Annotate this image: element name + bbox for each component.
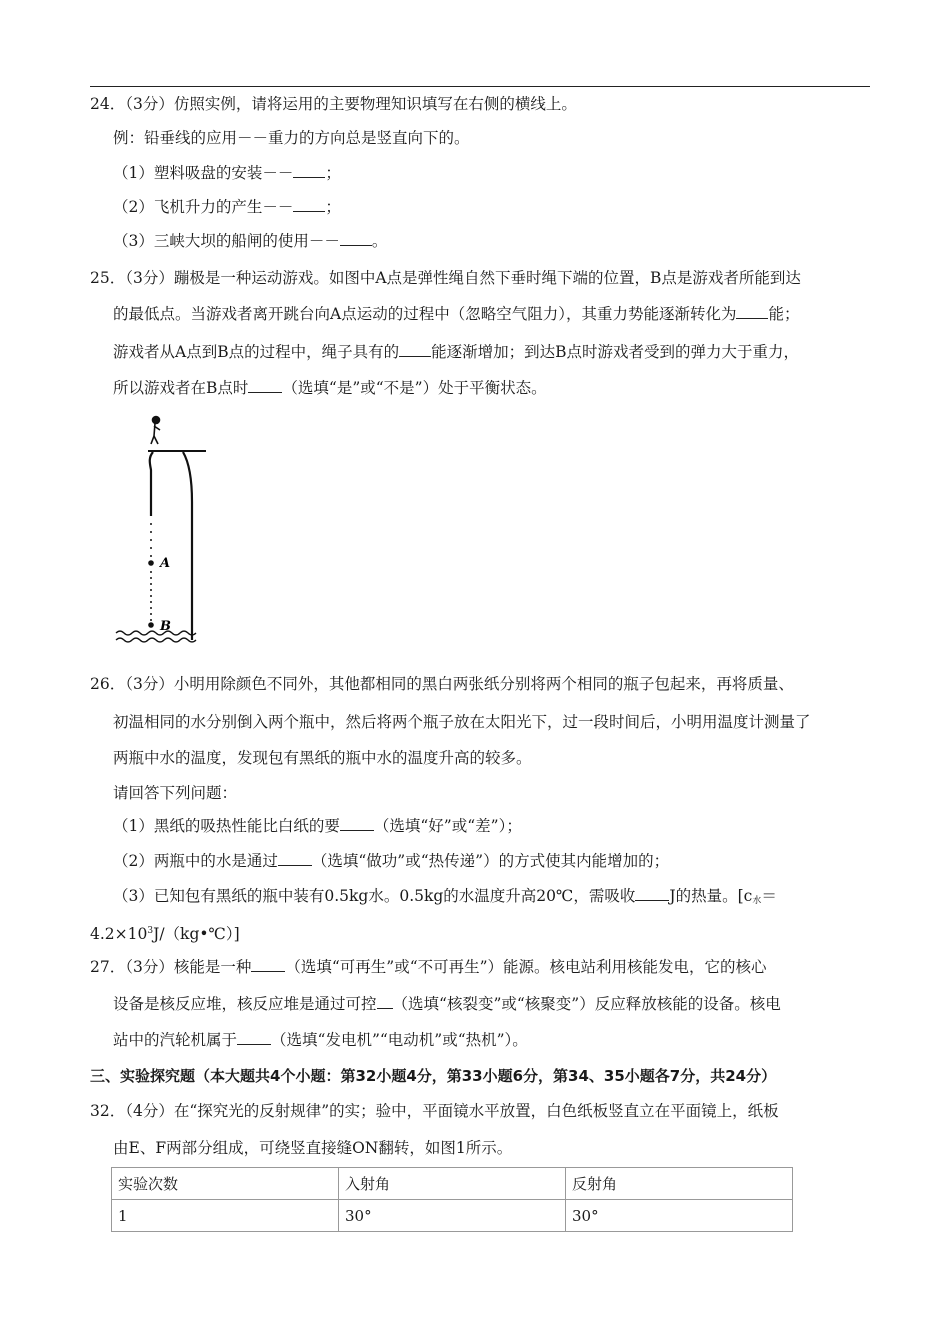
answer-blank[interactable] bbox=[635, 886, 669, 901]
label-a: A bbox=[160, 556, 171, 571]
q26-sub-1: （1）黑纸的吸热性能比白纸的要 （选填“好”或“差”）； bbox=[113, 817, 522, 835]
water-wave bbox=[116, 638, 196, 642]
section-3-heading: 三、实验探究题（本大题共4个小题：第32小题4分，第33小题6分，第34、35小题各7分，共24分） bbox=[90, 1067, 777, 1085]
rope-dots bbox=[150, 523, 152, 621]
q24-item-3: （3）三峡大坝的船闸的使用－－ 。 bbox=[113, 232, 388, 250]
answer-blank[interactable] bbox=[340, 816, 374, 831]
q26-line-3: 两瓶中水的温度，发现包有黑纸的瓶中水的温度升高的较多。 bbox=[113, 749, 532, 767]
q27-line-1: 27．（3分）核能是一种 （选填“可再生”或“不可再生”）能源。核电站利用核能发电，它的核心 bbox=[90, 958, 767, 976]
table-cell: 1 bbox=[112, 1200, 339, 1232]
answer-blank[interactable] bbox=[278, 851, 312, 866]
answer-blank[interactable] bbox=[340, 231, 372, 246]
top-rule bbox=[90, 86, 870, 87]
answer-blank[interactable] bbox=[293, 197, 325, 212]
q24-item-1: （1）塑料吸盘的安装－－ ； bbox=[113, 164, 341, 182]
cliff-left bbox=[150, 452, 153, 516]
water-wave bbox=[116, 631, 196, 635]
q25-line-4: 所以游戏者在B点时 （选填“是”或“不是”）处于平衡状态。 bbox=[113, 379, 547, 397]
q26-sub-2: （2）两瓶中的水是通过 （选填“做功”或“热传递”）的方式使其内能增加的； bbox=[113, 852, 670, 870]
table-header-cell: 实验次数 bbox=[112, 1168, 339, 1200]
answer-blank[interactable] bbox=[237, 1030, 271, 1045]
table-header-cell: 反射角 bbox=[566, 1168, 793, 1200]
q32-line-2: 由E、F两部分组成，可绕竖直接缝ON翻转，如图1所示。 bbox=[113, 1139, 513, 1157]
q26-line-2: 初温相同的水分别倒入两个瓶中，然后将两个瓶子放在太阳光下，过一段时间后，小明用温度计测量了 bbox=[113, 713, 811, 731]
point-a bbox=[148, 560, 154, 566]
experiment-table bbox=[111, 1167, 793, 1232]
table-cell: 30° bbox=[566, 1200, 793, 1232]
q25-line-2: 的最低点。当游戏者离开跳台向A点运动的过程中（忽略空气阻力），其重力势能逐渐转化为 能； bbox=[113, 305, 800, 323]
cliff-right bbox=[183, 452, 192, 640]
point-b bbox=[148, 622, 154, 628]
q26-line-4: 请回答下列问题： bbox=[113, 784, 238, 802]
q25-line-3: 游戏者从A点到B点的过程中，绳子具有的 能逐渐增加；到达B点时游戏者受到的弹力大于重力， bbox=[113, 343, 799, 361]
answer-blank[interactable] bbox=[251, 957, 285, 972]
answer-blank[interactable] bbox=[293, 163, 325, 178]
q26-sub-3-cont: $4.2\times 10^3J/(kg•℃)$] bbox=[90, 925, 240, 943]
answer-blank[interactable] bbox=[399, 342, 431, 357]
q26-line-1: 26．（3分）小明用除颜色不同外，其他都相同的黑白两张纸分别将两个相同的瓶子包起来，再将质量、 bbox=[90, 675, 794, 693]
table-cell: 30° bbox=[339, 1200, 566, 1232]
q24-head: 24．（3分）仿照实例，请将运用的主要物理知识填写在右侧的横线上。 bbox=[90, 95, 577, 113]
q26-sub-3: （3）已知包有黑纸的瓶中装有0.5kg水。0.5kg的水温度升高20℃，需吸收 J的热量。[$c_水=$ bbox=[113, 887, 777, 906]
answer-blank[interactable] bbox=[248, 378, 282, 393]
label-b: B bbox=[160, 619, 171, 634]
q27-line-3: 站中的汽轮机属于 （选填“发电机”“电动机”或“热机”）。 bbox=[113, 1031, 528, 1049]
table-row bbox=[112, 1200, 793, 1232]
answer-blank[interactable] bbox=[377, 994, 393, 1009]
table-header-cell: 入射角 bbox=[339, 1168, 566, 1200]
q24-item-2: （2）飞机升力的产生－－ ； bbox=[113, 198, 341, 216]
bungee-figure bbox=[108, 412, 218, 652]
answer-blank[interactable] bbox=[736, 304, 768, 319]
q25-line-1: 25．（3分）蹦极是一种运动游戏。如图中A点是弹性绳自然下垂时绳下端的位置，B点是游戏者所能到达 bbox=[90, 269, 801, 287]
jumper-icon bbox=[151, 417, 160, 445]
q32-line-1: 32．（4分）在“探究光的反射规律”的实；验中，平面镜水平放置，白色纸板竖直立在平面镜上，纸板 bbox=[90, 1102, 779, 1120]
q24-example: 例：铅垂线的应用－－重力的方向总是竖直向下的。 bbox=[113, 129, 470, 147]
table-header-row bbox=[112, 1168, 793, 1200]
q27-line-2: 设备是核反应堆，核反应堆是通过可控 （选填“核裂变”或“核聚变”）反应释放核能的设备。核电 bbox=[113, 995, 781, 1013]
